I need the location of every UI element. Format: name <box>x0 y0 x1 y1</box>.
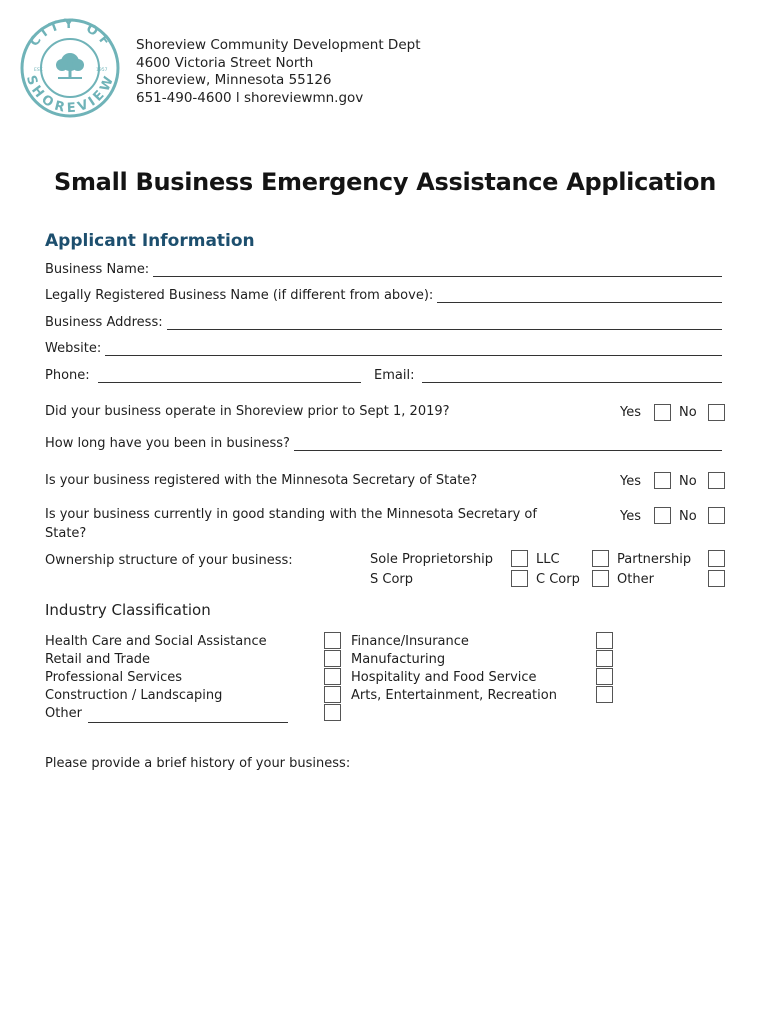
ownership-scorp-label: S Corp <box>370 572 414 587</box>
page-title: Small Business Emergency Assistance Application <box>53 168 716 196</box>
industry-arts-checkbox[interactable] <box>596 686 613 703</box>
q1-yes-label: Yes <box>620 405 641 420</box>
ownership-llc-checkbox[interactable] <box>592 550 609 567</box>
logo-text-bottom: SHOREVIEW <box>22 73 118 117</box>
industry-construction: Construction / Landscaping <box>45 688 223 703</box>
industry-finance: Finance/Insurance <box>351 634 469 649</box>
business-name-field[interactable] <box>45 262 722 277</box>
department-address <box>136 37 420 107</box>
svg-text:CITY OF <box>27 18 113 50</box>
business-history-prompt: Please provide a brief history of your business: <box>45 756 351 771</box>
q3-yes-label: Yes <box>620 474 641 489</box>
q3-yes-checkbox[interactable] <box>654 472 671 489</box>
website-field[interactable] <box>45 341 722 356</box>
years-in-business-field[interactable] <box>45 436 722 451</box>
email-line[interactable] <box>422 368 722 383</box>
logo-text-top: CITY OF <box>26 18 114 50</box>
section-heading-applicant: Applicant Information <box>45 231 255 251</box>
business-address-field[interactable] <box>45 315 722 330</box>
logo-est-left: EST. <box>34 68 44 73</box>
dept-street: 4600 Victoria Street North <box>136 54 314 71</box>
question-operated-in-shoreview: Did your business operate in Shoreview prior to Sept 1, 2019? <box>45 404 450 419</box>
industry-health-care: Health Care and Social Assistance <box>45 634 267 649</box>
business-history-area[interactable] <box>45 780 722 1000</box>
ownership-sole-checkbox[interactable] <box>511 550 528 567</box>
q1-yes-checkbox[interactable] <box>654 404 671 421</box>
business-address-line[interactable] <box>167 315 722 330</box>
industry-professional: Professional Services <box>45 670 183 685</box>
website-line[interactable] <box>105 341 722 356</box>
city-of-shoreview-logo <box>20 18 120 118</box>
email-field[interactable] <box>374 368 722 383</box>
ownership-ccorp-checkbox[interactable] <box>592 570 609 587</box>
phone-label: Phone: <box>45 368 90 383</box>
q1-no-label: No <box>679 405 697 420</box>
ownership-scorp-checkbox[interactable] <box>511 570 528 587</box>
industry-manufacturing: Manufacturing <box>351 652 446 667</box>
industry-health-care-checkbox[interactable] <box>324 632 341 649</box>
tree-icon <box>56 53 84 79</box>
industry-manufacturing-checkbox[interactable] <box>596 650 613 667</box>
ownership-partnership-checkbox[interactable] <box>708 550 725 567</box>
legal-name-label: Legally Registered Business Name (if different from above): <box>45 288 434 303</box>
industry-right-list <box>351 633 557 705</box>
industry-other-checkbox[interactable] <box>324 704 341 721</box>
ownership-partnership-label: Partnership <box>617 552 692 567</box>
industry-arts: Arts, Entertainment, Recreation <box>351 688 557 703</box>
phone-line[interactable] <box>98 368 361 383</box>
industry-left-list <box>45 633 288 723</box>
legal-name-line[interactable] <box>437 288 722 303</box>
industry-hospitality-checkbox[interactable] <box>596 668 613 685</box>
legal-name-field[interactable] <box>45 288 722 303</box>
ownership-ccorp-label: C Corp <box>536 572 580 587</box>
ownership-label: Ownership structure of your business: <box>45 553 293 568</box>
q3-no-label: No <box>679 474 697 489</box>
industry-finance-checkbox[interactable] <box>596 632 613 649</box>
email-label: Email: <box>374 368 415 383</box>
q1-no-checkbox[interactable] <box>708 404 725 421</box>
dept-city: Shoreview, Minnesota 55126 <box>136 72 332 88</box>
business-name-line[interactable] <box>153 262 722 277</box>
years-in-business-label: How long have you been in business? <box>45 436 290 451</box>
years-in-business-line[interactable] <box>294 436 722 451</box>
dept-name: Shoreview Community Development Dept <box>136 37 421 53</box>
svg-text:SHOREVIEW <box>23 74 117 117</box>
q4-no-checkbox[interactable] <box>708 507 725 524</box>
logo-est-right: 1957 <box>96 68 108 73</box>
question-registered-mn-sos: Is your business registered with the Minnesota Secretary of State? <box>45 473 478 488</box>
q3-no-checkbox[interactable] <box>708 472 725 489</box>
industry-professional-checkbox[interactable] <box>324 668 341 685</box>
industry-hospitality: Hospitality and Food Service <box>351 670 537 685</box>
q4-yes-label: Yes <box>620 509 641 524</box>
ownership-sole-label: Sole Proprietorship <box>370 552 494 567</box>
ownership-llc-label: LLC <box>536 552 560 567</box>
question-good-standing-line2: State? <box>45 526 87 541</box>
industry-other-line[interactable] <box>88 709 288 723</box>
industry-other: Other <box>45 706 82 721</box>
phone-field[interactable] <box>45 368 361 383</box>
industry-retail: Retail and Trade <box>45 652 151 667</box>
q4-no-label: No <box>679 509 697 524</box>
ownership-other-label: Other <box>617 572 654 587</box>
industry-other-row[interactable] <box>45 705 288 723</box>
website-label: Website: <box>45 341 102 356</box>
industry-heading: Industry Classification <box>45 601 211 619</box>
q4-yes-checkbox[interactable] <box>654 507 671 524</box>
ownership-other-checkbox[interactable] <box>708 570 725 587</box>
business-name-label: Business Name: <box>45 262 150 277</box>
dept-contact: 651-490-4600 l shoreviewmn.gov <box>136 89 364 106</box>
business-address-label: Business Address: <box>45 315 163 330</box>
industry-retail-checkbox[interactable] <box>324 650 341 667</box>
industry-construction-checkbox[interactable] <box>324 686 341 703</box>
question-good-standing-line1: Is your business currently in good standing with the Minnesota Secretary of <box>45 507 537 522</box>
